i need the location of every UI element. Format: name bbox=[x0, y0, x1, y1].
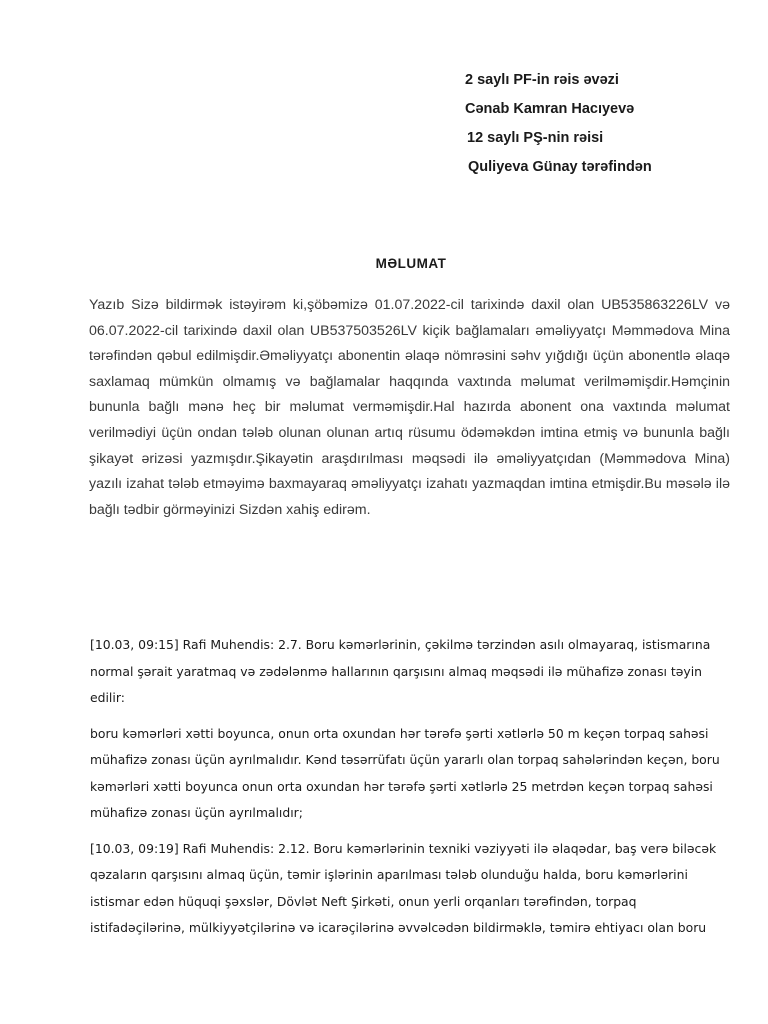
addressee-line-2: Cənab Kamran Hacıyevə bbox=[465, 101, 635, 117]
chat-message-1: [10.03, 09:15] Rafi Muhendis: 2.7. Boru kəmərlərinin, çəkilmə tərzindən asılı olmayaraq, istismarına normal şərait yaratmaq və zədələnmə hallarının qarşısını almaq məqsədi ilə mühafizə zonası təyin edilir: bbox=[90, 637, 711, 705]
chat-excerpt bbox=[90, 632, 720, 951]
document-title: MƏLUMAT bbox=[375, 256, 447, 271]
addressee-line-3: 12 saylı PŞ-nin rəisi bbox=[467, 130, 604, 146]
chat-message-2: boru kəmərləri xətti boyunca, onun orta oxundan hər tərəfə şərti xətlərlə 50 m keçən torpaq sahəsi mühafizə zonası üçün ayrılmalıdır. Kənd təsərrüfatı üçün yararlı olan torpaq sahələrindən keçən, boru kəmərləri xətti boyunca onun orta oxundan hər tərəfə şərti xətlərlə 25 metrdən keçən torpaq sahəsi mühafizə zonası üçün ayrılmalıdır; bbox=[90, 725, 720, 820]
addressee-line-1: 2 saylı PF-in rəis əvəzi bbox=[465, 72, 619, 88]
chat-message-3: [10.03, 09:19] Rafi Muhendis: 2.12. Boru kəmərlərinin texniki vəziyyəti ilə əlaqədar, baş verə biləcək qəzaların qarşısını almaq üçün, təmir işlərinin aparılması tələb olunduğu halda, boru kəmərlərini istismar edən hüquqi şəxslər, Dövlət Neft Şirkəti, onun yerli orqanları tərəfindən, torpaq istifadəçilərinə, mülkiyyətçilərinə və icarəçilərinə əvvəlcədən bildirməklə, təmirə ehtiyacı olan boru bbox=[90, 840, 717, 935]
addressee-block bbox=[465, 66, 652, 182]
addressee-line-4: Quliyeva Günay tərəfindən bbox=[468, 159, 652, 175]
document-body-paragraph: Yazıb Sizə bildirmək istəyirəm ki,şöbəmizə 01.07.2022-cil tarixində daxil olan UB535863226LV və 06.07.2022-cil tarixində daxil olan UB537503526LV kiçik bağlamaları əməliyyatçı Məmmədova Mina tərəfindən qəbul edilmişdir.Əməliyyatçı abonentin əlaqə nömrəsini səhv yığdığı üçün abonentlə əlaqə saxlamaq mümkün olmamış və bağlamalar haqqında vaxtında məlumat verilməmişdir.Həmçinin bununla bağlı mənə heç bir məlumat verməmişdir.Hal hazırda abonent ona vaxtında məlumat verilmədiyi üçün ondan tələb olunan olunan artıq rüsumu ödəməkdən imtina etmiş və bununla bağlı şikayət ərizəsi yazmışdır.Şikayətin araşdırılması məqsədi ilə əməliyyatçıdan (Məmmədova Mina) yazılı izahat tələb etməyimə baxmayaraq əməliyyatçı izahatı yazmaqdan imtina etmişdir.Bu məsələ ilə bağlı tədbir görməyinizi Sizdən xahiş edirəm. bbox=[89, 297, 730, 518]
